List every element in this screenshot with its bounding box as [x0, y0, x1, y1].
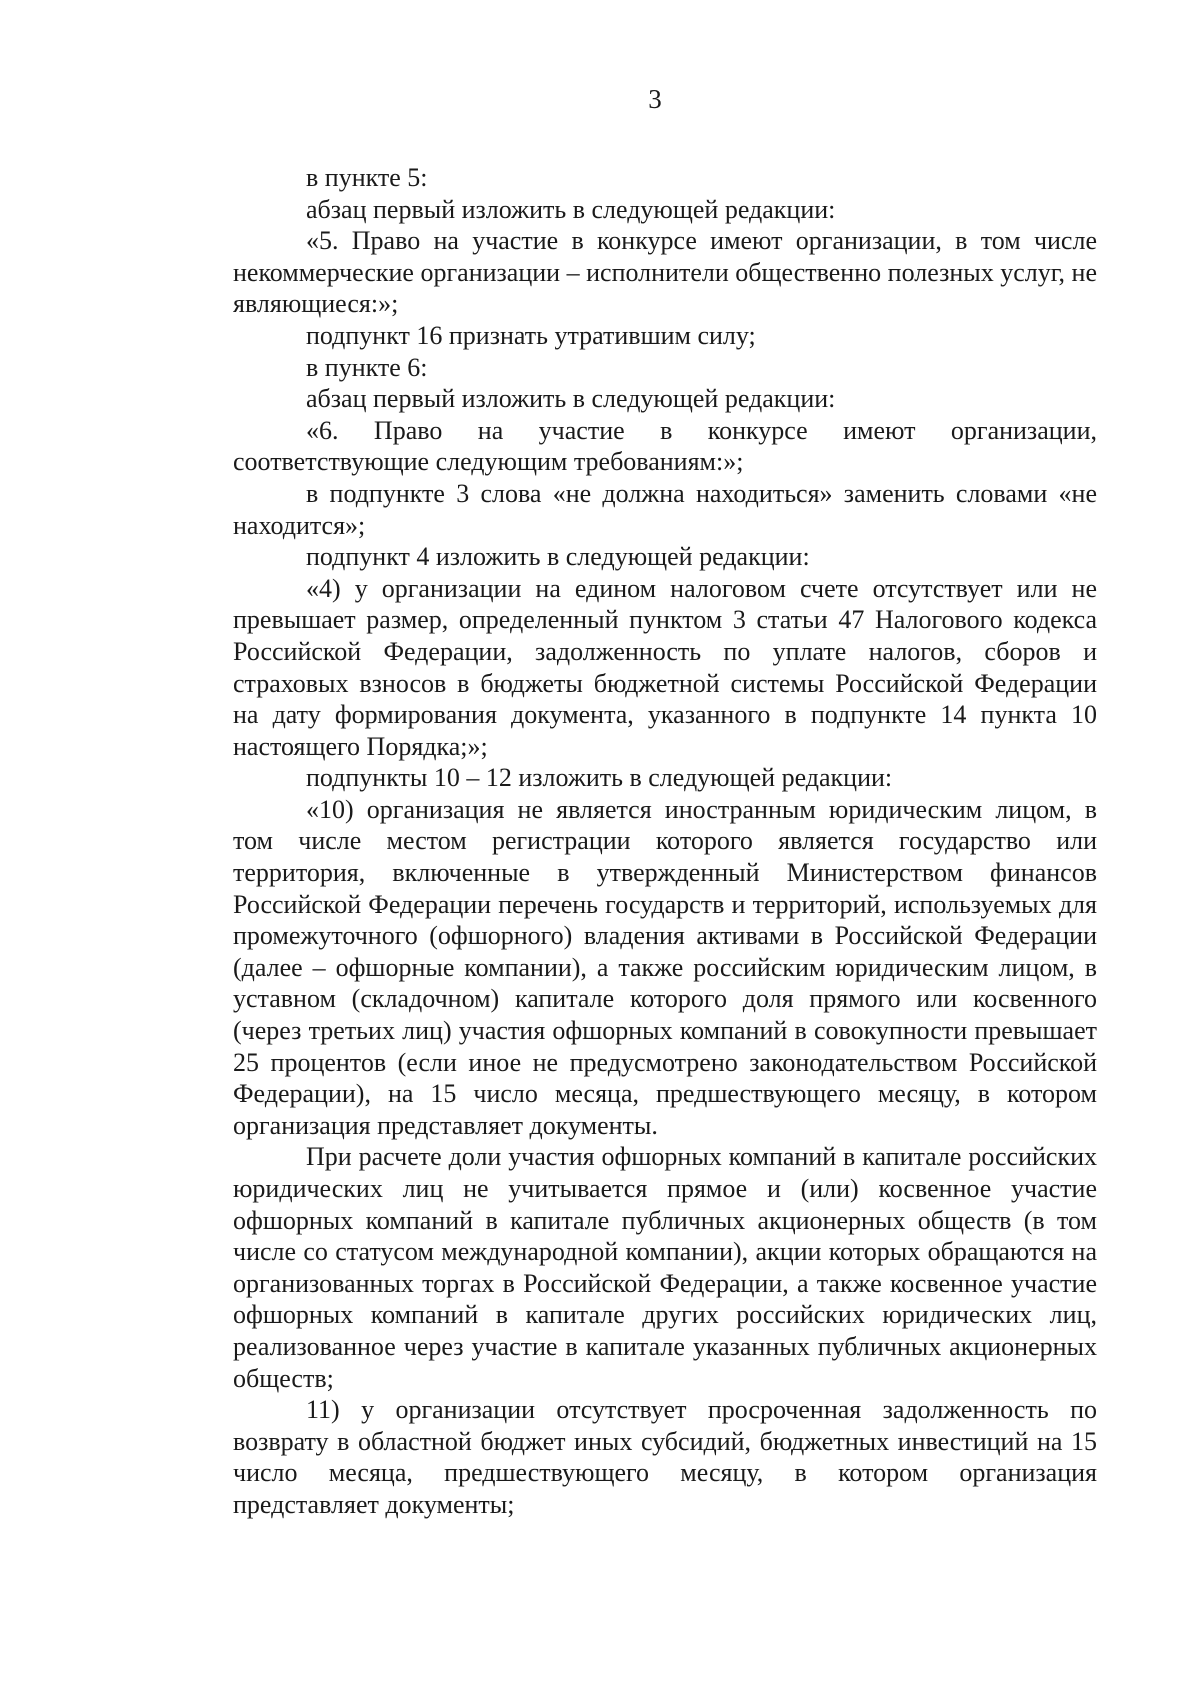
- paragraph: подпункт 4 изложить в следующей редакции:: [306, 542, 810, 572]
- page-number: 3: [648, 84, 662, 114]
- paragraph: При расчете доли участия офшорных компаний в капитале российских юридических лиц не учитывается прямое и (или) косвенное участие офшорных компаний в капитале публичных акционерных обществ (в том числе со статусом международной компании), акции которых обращаются на организованных торгах в Российской Федерации, а также косвенное участие офшорных компаний в капитале других российских юридических лиц, реализованное через участие в капитале указанных публичных акционерных обществ;: [233, 1142, 1097, 1393]
- paragraph: подпункты 10 – 12 изложить в следующей редакции:: [306, 763, 893, 793]
- paragraph: абзац первый изложить в следующей редакции:: [306, 384, 836, 414]
- paragraph: «5. Право на участие в конкурсе имеют организации, в том числе некоммерческие организации – исполнители общественно полезных услуг, не являющиеся:»;: [233, 226, 1097, 319]
- paragraph: абзац первый изложить в следующей редакции:: [306, 194, 836, 224]
- document-body: [233, 162, 1097, 1521]
- paragraph: 11) у организации отсутствует просроченная задолженность по возврату в областной бюджет иных субсидий, бюджетных инвестиций на 15 число месяца, предшествующего месяцу, в котором организация представляет документы;: [233, 1395, 1097, 1519]
- paragraph: в пункте 5:: [306, 163, 428, 192]
- paragraph: в пункте 6:: [306, 352, 428, 382]
- paragraph: подпункт 16 признать утратившим силу;: [306, 320, 756, 350]
- paragraph: «6. Право на участие в конкурсе имеют организации, соответствующие следующим требованиям:»;: [233, 415, 1097, 477]
- paragraph: в подпункте 3 слова «не должна находиться» заменить словами «не находится»;: [233, 478, 1097, 540]
- paragraph: «10) организация не является иностранным юридическим лицом, в том числе местом регистрации которого является государство или территория, включенные в утвержденный Министерством финансов Российской Федерации перечень государств и территорий, используемых для промежуточного (офшорного) владения активами в Российской Федерации (далее – офшорные компании), а также российским юридическим лицом, в уставном (складочном) капитале которого доля прямого или косвенного (через третьих лиц) участия офшорных компаний в совокупности превышает 25 процентов (если иное не предусмотрено законодательством Российской Федерации), на 15 число месяца, предшествующего месяцу, в котором организация представляет документы.: [233, 794, 1097, 1140]
- paragraph: «4) у организации на едином налоговом счете отсутствует или не превышает размер, определенный пунктом 3 статьи 47 Налогового кодекса Российской Федерации, задолженность по уплате налогов, сборов и страховых взносов в бюджеты бюджетной системы Российской Федерации на дату формирования документа, указанного в подпункте 14 пункта 10 настоящего Порядка;»;: [233, 573, 1097, 761]
